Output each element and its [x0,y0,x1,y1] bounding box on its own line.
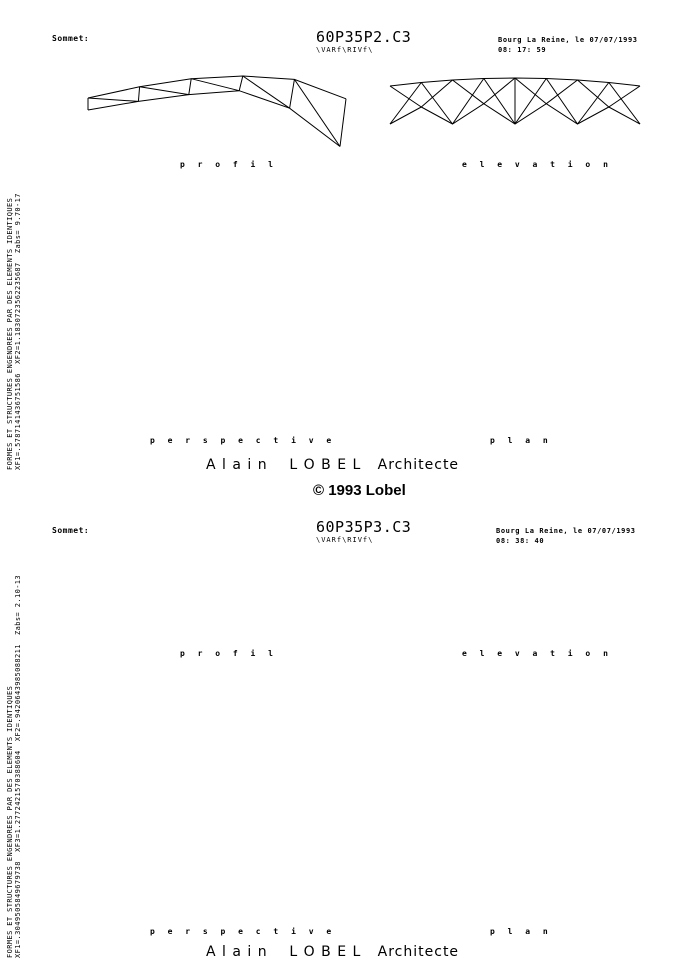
profil-top-chord [88,76,346,99]
profile-view [88,76,346,147]
mesh-drawings-2 [0,481,700,962]
profil-web [138,87,139,102]
time-stamp: 08: 17: 59 [498,46,547,54]
profil-web [243,76,290,108]
view-label-plan: p l a n [490,927,552,936]
view-label-plan: p l a n [490,436,552,445]
elevation-web [484,78,515,104]
date-line: Bourg La Reine, le 07/07/1993 [498,36,638,44]
profil-bottom-chord [88,91,340,147]
copyright-notice: © 1993 Lobel [313,482,406,499]
elevation-web [515,78,546,104]
drawing-sheet-2 [0,481,700,962]
profil-web [140,87,189,95]
elevation-web [453,80,484,104]
date-line: Bourg La Reine, le 07/07/1993 [496,527,636,535]
elevation-web [515,79,546,125]
profil-web [290,79,295,108]
view-label-perspective: p e r s p e c t i v e [150,436,336,445]
profil-web [294,79,340,146]
view-label-perspective: p e r s p e c t i v e [150,927,336,936]
architect-credit: A l a i n L O B E L Architecte [206,944,460,960]
file-path: \VARf\RIVf\ [316,46,374,54]
view-label-elevation: e l e v a t i o n [462,649,612,658]
elevation-web [546,80,577,104]
view-label-profil: p r o f i l [180,649,277,658]
file-path: \VARf\RIVf\ [316,536,374,544]
profil-web [189,79,191,95]
time-stamp: 08: 38: 40 [496,537,545,545]
architect-credit: A l a i n L O B E L Architecte [206,457,460,473]
sommet-label: Sommet: [52,526,90,535]
profil-web [88,98,138,101]
elevation-web [484,79,515,125]
profil-web [191,79,239,91]
file-name: 60P35P2.C3 [316,28,412,46]
elevation-web [453,79,484,125]
elevation-view [390,78,640,124]
side-title: FORMES ET STRUCTURES ENGENDREES PAR DES ELEMENTS IDENTIQUES [6,685,14,958]
view-label-elevation: e l e v a t i o n [462,160,612,169]
side-values: XF1=.3049505849679738 XF3=1.2772421570388604 XF2=.9420643985088211 Zabs= 2.10-13 [14,574,22,958]
profil-web [340,99,346,147]
view-label-profil: p r o f i l [180,160,277,169]
side-title: FORMES ET STRUCTURES ENGENDREES PAR DES ELEMENTS IDENTIQUES [6,197,14,470]
elevation-web [546,79,577,125]
sommet-label: Sommet: [52,34,90,43]
profil-web [239,76,243,91]
file-name: 60P35P3.C3 [316,518,412,536]
side-values: XF1=.5787141436751586 XF2=1.1830723562235687 Zabs= 9.70-17 [14,193,22,470]
